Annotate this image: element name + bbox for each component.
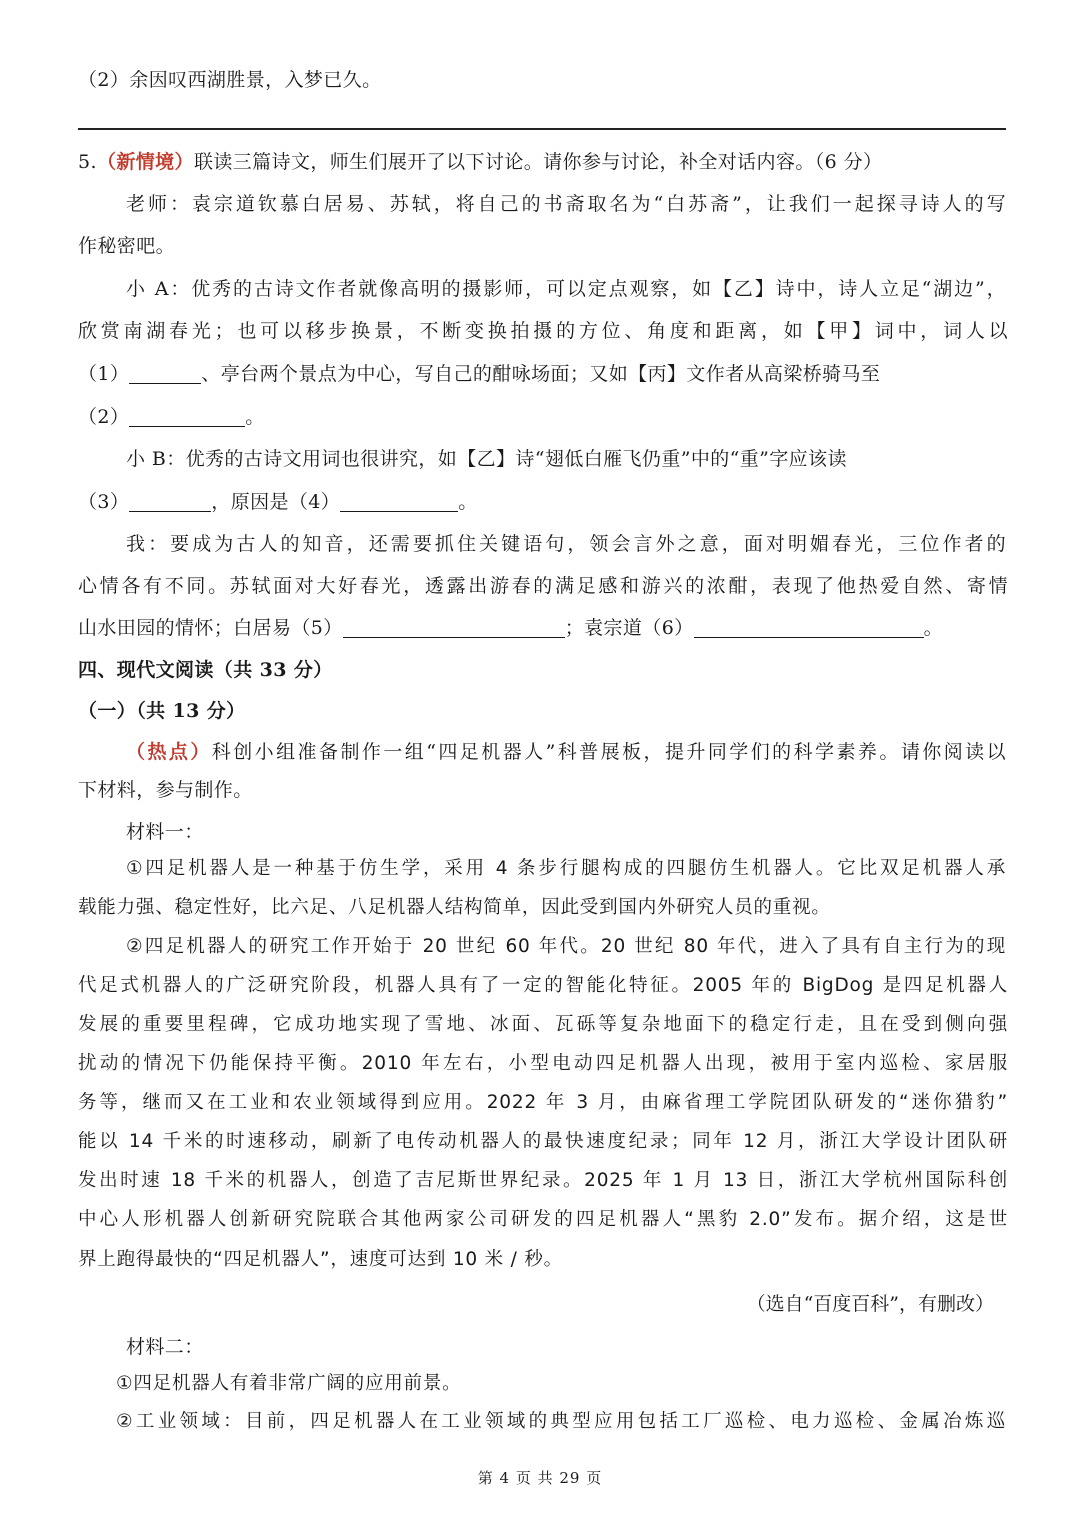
me-line-2: 心情各有不同。苏轼面对大好春光，透露出游春的满足感和游兴的浓酣，表现了他热爱自然、寄情 <box>78 575 1008 597</box>
material-2-label: 材料二： <box>126 1336 204 1358</box>
answer-blank-5[interactable] <box>343 617 565 638</box>
section-divider <box>78 128 1006 130</box>
material-1-line: 中心人形机器人创新研究院联合其他两家公司研发的四足机器人“黑豹 2.0”发布。据介绍，这是世 <box>78 1209 1008 1230</box>
material-1-label: 材料一： <box>126 821 204 843</box>
student-a-line-4: （2） 。 <box>78 406 265 428</box>
section-4-subtitle: （一）（共 13 分） <box>78 700 246 722</box>
material-1-source: （选自“百度百科”，有删改） <box>746 1293 994 1315</box>
material-1-line: 务等，继而又在工业和农业领域得到应用。2022 年 3 月，由麻省理工学院团队研发的“迷你猎豹” <box>78 1092 1008 1113</box>
teacher-line-1: 老师：袁宗道钦慕白居易、苏轼，将自己的书斋取名为“白苏斋”，让我们一起探寻诗人的写 <box>126 193 1006 215</box>
material-1-line: 扰动的情况下仍能保持平衡。2010 年左右，小型电动四足机器人出现，被用于室内巡检、家居服 <box>78 1053 1008 1074</box>
answer-blank-4[interactable] <box>340 491 458 512</box>
student-a-line-1: 小 A：优秀的古诗文作者就像高明的摄影师，可以定点观察，如【乙】诗中，诗人立足“湖边”， <box>126 278 1006 300</box>
material-1-line: ①四足机器人是一种基于仿生学，采用 4 条步行腿构成的四腿仿生机器人。它比双足机器人承 <box>126 858 1006 879</box>
student-a-line-3: （1） 、亭台两个景点为中心，写自己的酣咏场面；又如【丙】文作者从高梁桥骑马至 <box>78 363 881 385</box>
q5-number: 5. <box>78 151 97 173</box>
student-b-line-1: 小 B：优秀的古诗文用词也很讲究，如【乙】诗“翅低白雁飞仍重”中的“重”字应该读 <box>126 448 847 470</box>
material-1-line: 代足式机器人的广泛研究阶段，机器人具有了一定的智能化特征。2005 年的 BigDog 是四足机器人 <box>78 975 1008 996</box>
me-line-3: 山水田园的情怀；白居易（5） ；袁宗道（6） 。 <box>78 617 943 639</box>
section-4-intro-line-1: （热点）科创小组准备制作一组“四足机器人”科普展板，提升同学们的科学素养。请你阅读以 <box>126 741 1006 763</box>
me-line-1: 我：要成为古人的知音，还需要抓住关键语句，领会言外之意，面对明媚春光，三位作者的 <box>126 533 1006 555</box>
material-2-line: ①四足机器人有着非常广阔的应用前景。 <box>116 1373 462 1394</box>
material-1-line: 界上跑得最快的“四足机器人”，速度可达到 10 米 / 秒。 <box>78 1249 563 1270</box>
q5-heading <box>78 148 1008 176</box>
page-footer: 第 4 页 共 29 页 <box>477 1469 603 1487</box>
section-4-intro-line-2: 下材料，参与制作。 <box>78 779 253 801</box>
material-1-line: 发展的重要里程碑，它成功地实现了雪地、冰面、瓦砾等复杂地面下的稳定行走，且在受到侧向强 <box>78 1014 1008 1035</box>
student-b-line-2: （3） ，原因是（4） 。 <box>78 491 478 513</box>
material-1-line: 能以 14 千米的时速移动，刷新了电传动机器人的最快速度纪录；同年 12 月，浙江大学设计团队研 <box>78 1131 1008 1152</box>
section-4-title: 四、现代文阅读（共 33 分） <box>78 659 333 681</box>
answer-blank-6[interactable] <box>694 617 924 638</box>
teacher-line-2: 作秘密吧。 <box>78 235 176 257</box>
q5-prompt: 联读三篇诗文，师生们展开了以下讨论。请你参与讨论，补全对话内容。（6 分） <box>193 151 883 173</box>
answer-blank-2[interactable] <box>129 406 245 427</box>
material-1-line: 发出时速 18 千米的机器人，创造了吉尼斯世界纪录。2025 年 1 月 13 日，浙江大学杭州国际科创 <box>78 1170 1008 1191</box>
hotspot-tag: （热点） <box>126 741 212 763</box>
material-2-line: ②工业领域：目前，四足机器人在工业领域的典型应用包括工厂巡检、电力巡检、金属冶炼巡 <box>116 1411 1006 1432</box>
answer-blank-3[interactable] <box>129 491 211 512</box>
student-a-line-2: 欣赏南湖春光；也可以移步换景，不断变换拍摄的方位、角度和距离，如【甲】词中，词人以 <box>78 320 1008 342</box>
q5-tag: （新情境） <box>96 151 194 173</box>
answer-blank-1[interactable] <box>129 363 201 384</box>
q4-item-2: （2）余因叹西湖胜景，入梦已久。 <box>78 69 382 91</box>
material-1-line: 载能力强、稳定性好，比六足、八足机器人结构简单，因此受到国内外研究人员的重视。 <box>78 897 831 918</box>
material-1-line: ②四足机器人的研究工作开始于 20 世纪 60 年代。20 世纪 80 年代，进入了具有自主行为的现 <box>126 936 1006 957</box>
